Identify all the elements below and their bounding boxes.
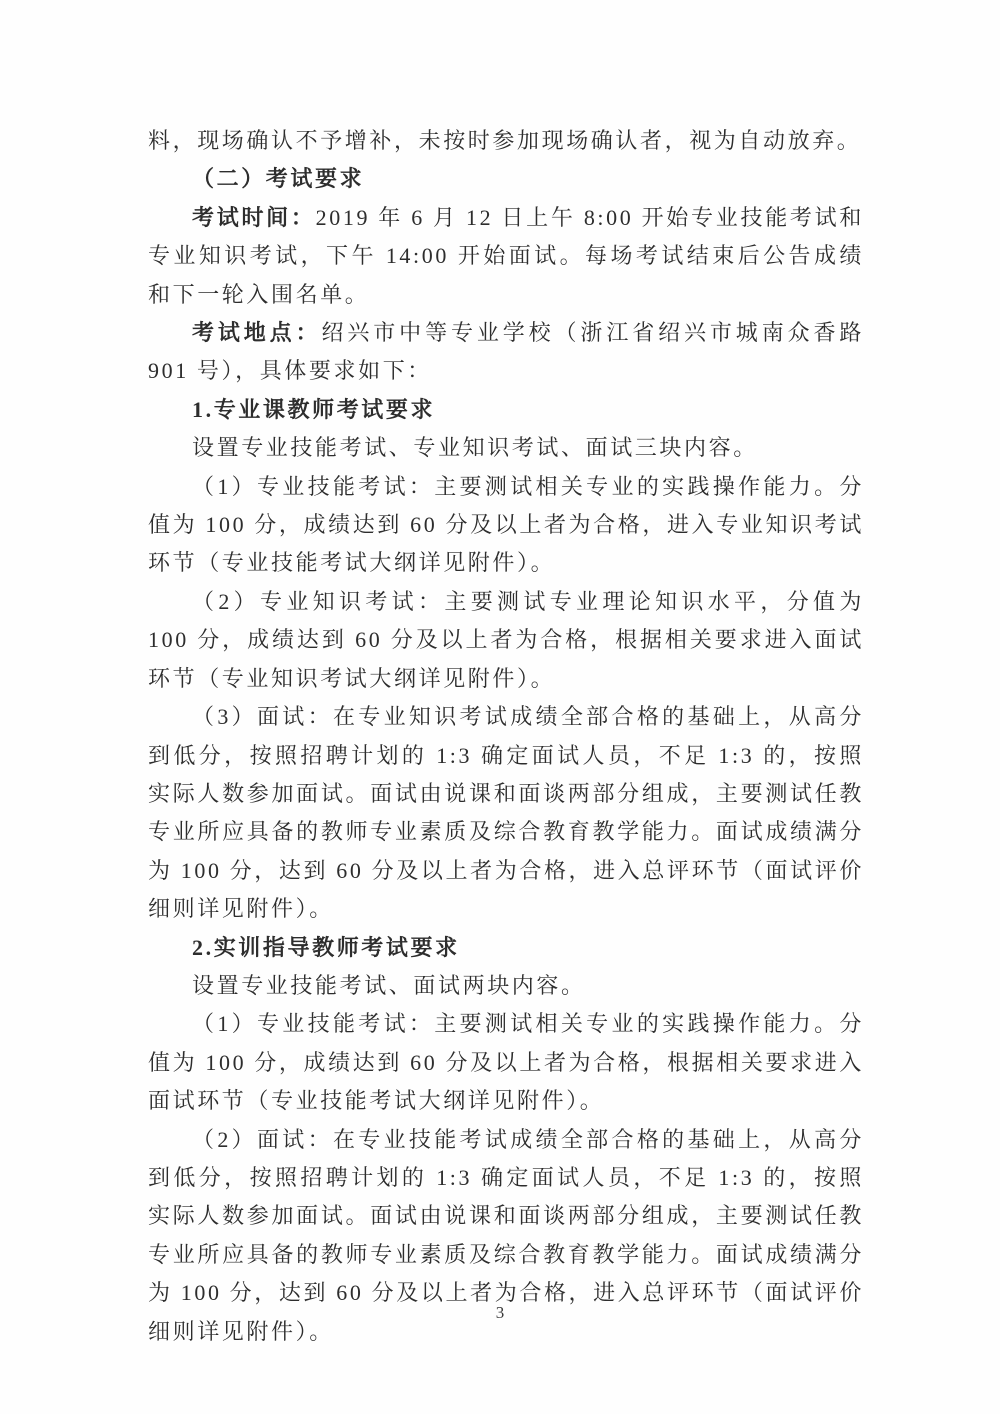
paragraph-exam-location [148,314,864,391]
paragraph-exam-blocks-professional [148,429,864,467]
heading-text: （二）考试要求 [192,166,365,192]
paragraph-text: （2）面试：在专业技能考试成绩全部合格的基础上，从高分到低分，按照招聘计划的 1:3 确定面试人员，不足 1:3 的，按照实际人数参加面试。面试由说课和面谈两部分组成，主要测试任教专业所应具备的教师专业素质及综合教育教学能力。面试成绩满分为 100 分，达到 60 分及以上者为合格，进入总评环节（面试评价细则详见附件）。 [148,1126,864,1344]
paragraph-text: （1）专业技能考试：主要测试相关专业的实践操作能力。分值为 100 分，成绩达到 60 分及以上者为合格，进入专业知识考试环节（专业技能考试大纲详见附件）。 [148,473,864,576]
paragraph-text: 设置专业技能考试、专业知识考试、面试三块内容。 [192,435,758,461]
paragraph-knowledge-exam-professional [148,583,864,698]
page-number: 3 [495,1303,505,1322]
document-body [148,122,864,1351]
paragraph-lead-exam-location: 考试地点： [192,320,322,346]
paragraph-text: （2）专业知识考试：主要测试专业理论知识水平，分值为 100 分，成绩达到 60 分及以上者为合格，根据相关要求进入面试环节（专业知识考试大纲详见附件）。 [148,588,864,691]
heading-text: 2.实训指导教师考试要求 [192,934,460,960]
paragraph-skill-exam-training [148,1005,864,1120]
paragraph-text: 绍兴市中等专业学校（浙江省绍兴市城南众香路 901 号），具体要求如下： [148,320,864,384]
paragraph-skill-exam-professional [148,468,864,583]
heading-text: 1.专业课教师考试要求 [192,396,436,422]
paragraph-text: （1）专业技能考试：主要测试相关专业的实践操作能力。分值为 100 分，成绩达到 60 分及以上者为合格，根据相关要求进入面试环节（专业技能考试大纲详见附件）。 [148,1011,864,1114]
paragraph-text: 设置专业技能考试、面试两块内容。 [192,972,586,998]
paragraph-exam-blocks-training [148,967,864,1005]
paragraph-lead-exam-time: 考试时间： [192,204,316,230]
paragraph-text: （3）面试：在专业知识考试成绩全部合格的基础上，从高分到低分，按照招聘计划的 1:3 确定面试人员，不足 1:3 的，按照实际人数参加面试。面试由说课和面谈两部分组成，主要测试任教专业所应具备的教师专业素质及综合教育教学能力。面试成绩满分为 100 分，达到 60 分及以上者为合格，进入总评环节（面试评价细则详见附件）。 [148,704,864,922]
paragraph-text: 料，现场确认不予增补，未按时参加现场确认者，视为自动放弃。 [148,128,862,153]
paragraph-text: 2019 年 6 月 12 日上午 8:00 开始专业技能考试和专业知识考试，下午 14:00 开始面试。每场考试结束后公告成绩和下一轮入围名单。 [148,204,864,307]
paragraph-exam-time [148,199,864,314]
section-heading-exam-requirements [148,160,864,198]
subsection-heading-training-instructors [148,929,864,967]
paragraph-continuation [148,122,864,160]
paragraph-interview-professional [148,698,864,928]
subsection-heading-professional-course-teachers [148,391,864,429]
